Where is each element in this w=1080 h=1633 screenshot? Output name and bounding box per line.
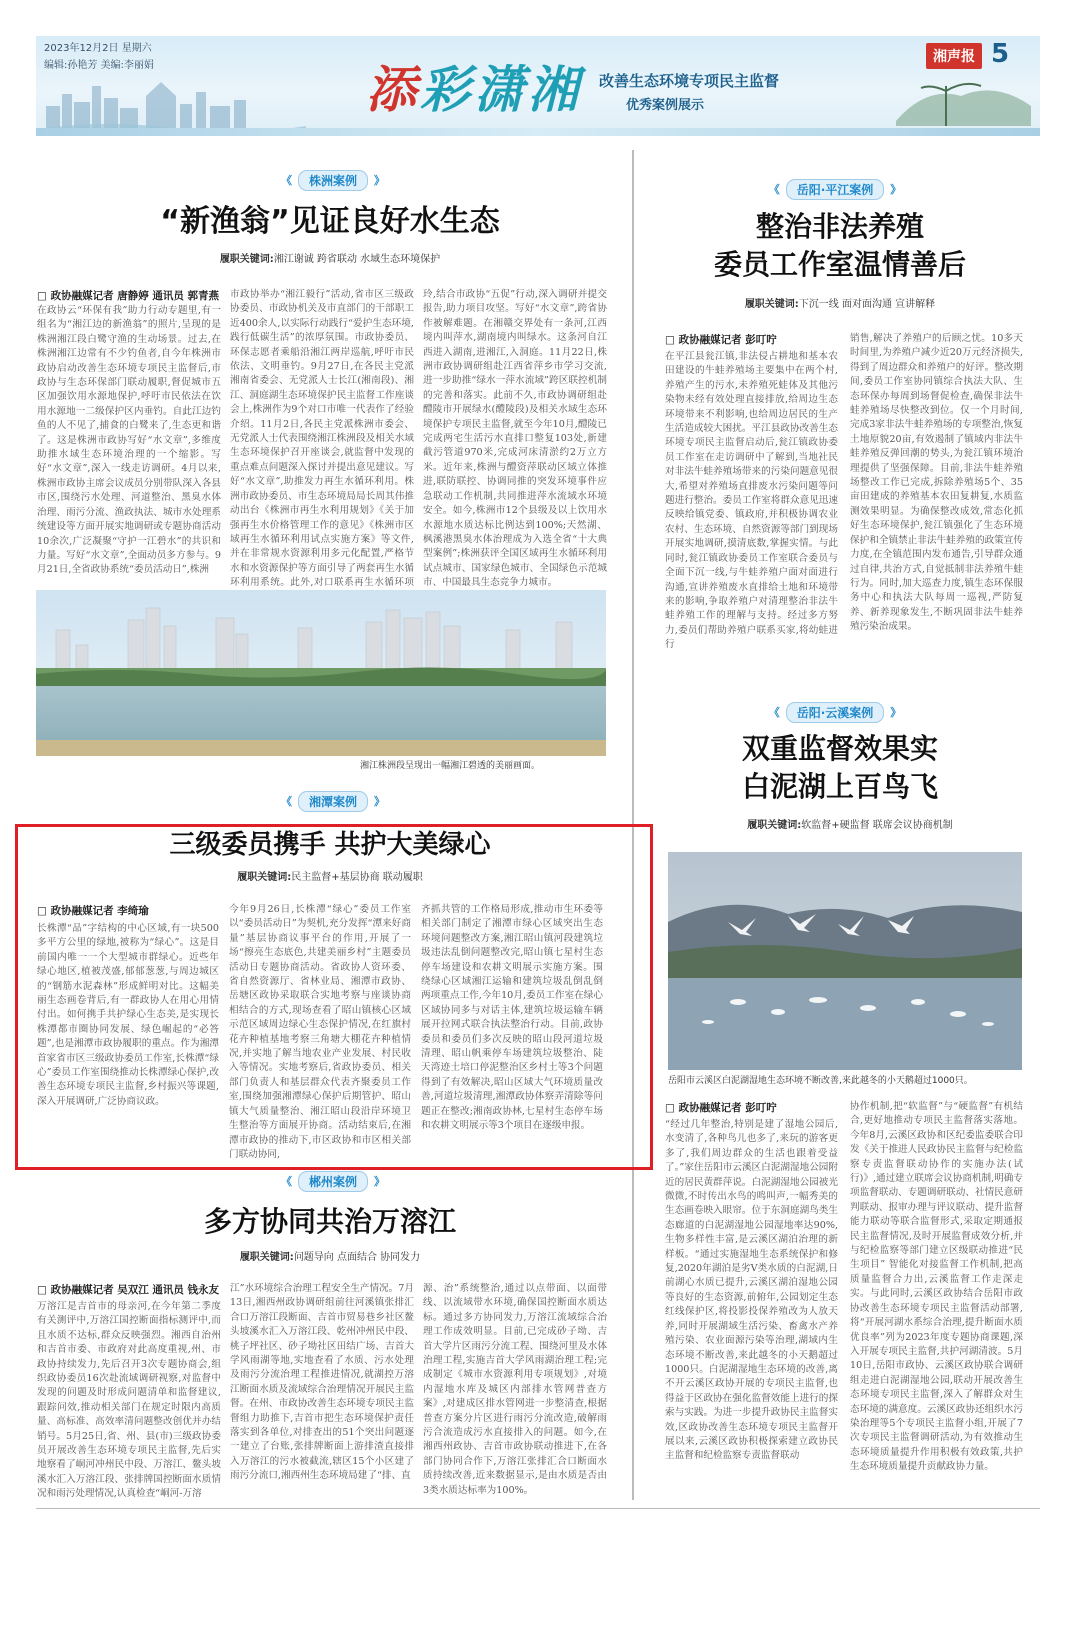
chevron-right-icon: 》 xyxy=(890,706,902,719)
column-title xyxy=(366,50,582,122)
byline-yunxi: □ 政协融媒记者 彭叮咛 xyxy=(665,1102,777,1114)
headline-line-2: 白泥湖上百鸟飞 xyxy=(741,770,938,803)
pine-tree-graphic xyxy=(886,66,1036,126)
case-tag-label: 岳阳·云溪案例 xyxy=(786,702,885,723)
keywords-zhuzhou xyxy=(180,250,480,265)
headline-line-1: 整治非法养殖 xyxy=(755,210,924,243)
article-body-col3: 源、治”系统整治,通过以点带面、以面带线、以流域带水环境,确保国控断面水质达标。通过多方协同发力,万溶江流域综合治理工作成效明显。目前,已完成砂子坳、吉首大学片区雨污分流工程、围绕河里及水体治理工程,实施吉首大学风雨湖治理工程;完成制定《城市水资源利用专项规划》,对境内湿地水库及城区内部排水管网普查方案》,对建成区排水管网进一步整清查,根据普查方案分片区进行雨污分流改造,破解雨污合流造成污水直接排入的问题。如今,在湘西州政协、吉首市政协联动推进下,在各部门协同合作下,万溶江张排汇合口断面水质持续改善,近来数据显示,是由水质是否由3类水质达标率为100%。 xyxy=(423,1283,607,1496)
photo-zhuzhou-riverside xyxy=(36,590,606,756)
newspaper-logo: 湘声报 xyxy=(926,43,982,69)
article-body-col2: 今年9月26日,长株潭“绿心”委员工作室以“委员活动日”为契机,充分发挥“潭来好商量”基层协商议事平台的作用,开展了一场“擦亮生态底色,共建美丽乡村”主题委员活动日专题协商活动。省政协人资环委、省自然资源厅、省林业局、湘潭市政协、岳塘区政协采取联合实地考察与座谈协商相结合的方式,现场查看了昭山镇核心区域示范区域周边绿心生态保护情况,在红旗村花卉种植基地考察三角塘大棚花卉种植情况,并实地了解当地农业产业发展、村民收入等情况。实地考察后,省政协委员、相关部门负责人和基层群众代表齐聚委员工作室,围绕加强湘潭绿心保护后期管护、昭山镇大气质量整治、湘江昭山段沿岸环境卫生整治等方面展开协商。活动结束后,在湘潭市政协的推动下,市区政协和市区相关部门联动协同, xyxy=(229,904,411,1160)
keywords-yunxi xyxy=(690,816,1010,831)
photo-caption-yunxi: 岳阳市云溪区白泥湖湿地生态环境不断改善,来此越冬的小天鹅超过1000只。 xyxy=(668,1076,973,1086)
article-body-col2: 市政协举办“湘江毅行”活动,省市区三级政协委员、市政协机关及市直部门的干部职工近400余人,以实际行动践行“爱护生态环境,践行低碳生活”的浓厚氛围。市政协委员、环保志愿者乘船沿湘江两岸巡航,呼吁市民依法、文明垂钓。9月27日,在各民主党派湘南省委会、无党派人士长江(湘南段)、湘江、洞庭湖生态环境保护民主监督工作座谈会上,株洲作为9个对口市唯一代表作了经验介绍。11月2日,各民主党派株洲市委会、无党派人士代表围绕湘江株洲段及相关水域生态环境保护召开座谈会,就监督中发现的重点难点问题深入探讨并提出意见建议。写好“水文章”,助推发力再生水循环利用。株洲市政协委员、市生态环境局局长周其伟推动出台《株洲市再生水利用规划》《关于加强再生水价格管理工作的意见》《株洲市区域再生水循环利用试点实施方案》等文件,并在非常规水资源利用多元化配置,严格节水和水资源保护等方面引导了两套再生水循环利用系统。此外,对口联系再生水循环项 xyxy=(230,289,414,589)
keywords-label: 履职关键词: xyxy=(747,820,802,831)
headline-xiangtan: 三级委员携手 共护大美绿心 xyxy=(169,830,491,860)
case-tag-yunxi xyxy=(760,703,910,721)
keywords-text: 湘江谢诚 跨省联动 水域生态环境保护 xyxy=(273,254,441,265)
article-body-col1: 在政协云“环保有我”助力行动专题里,有一组名为“湘江边的新渔翁”的照片,呈现的是株洲湘江段白鹭守渔的生动场景。过去,在株洲湘江边常有不少钓鱼者,自今年株洲市政协启动改善生态环境专项民主监督后,市政协与生态环保部门联动履职,督促城市五区加强饮用水源地保护,呼吁市民依法在饮用水源地一二级保护区内垂钓。自此江边钓鱼的人不见了,捕食的白鹭来了,生态更和谐了。这是株洲市政协写好“水文章”,多维度助推水域生态环境治理的一个缩影。写好“水文章”,深入一线走访调研。4月以来,株洲市政协主席会议成员分别带队深入各县市区,围绕污水处理、河道整治、黑臭水体治理、雨污分流、渔政执法、城市水处理系统建设等方面开展实地调研或专题协商活动10余次,广泛凝聚“守护一江碧水”的共识和力量。写好“水文章”,全面动员多方参与。9月21日,全省政协系统“委员活动日”,株洲 xyxy=(37,305,221,576)
case-tag-label: 岳阳·平江案例 xyxy=(786,179,885,200)
article-body-col1: 万溶江是吉首市的母亲河,在今年第二季度有关测评中,万溶江国控断面指标测评中,而且水质不达标,群众反映强烈。湘西自治州和吉首市委、市政府对此高度重视,州、市政协持续发力,先后召开3次专题协商会,组织政协委员16次赴流域调研视察,对监督中发现的问题及时形成问题清单和监督建议,跟踪问效,推动相关部门在规定时限内高质量、高标准、高效率清问题整改创优并办结销号。5月25日,省、州、县(市)三级政协委员开展改善生态环境专项民主监督,先后实地察看了峒河冲州民中段、万溶江、鳌头坡溪水汇入万溶江段、张排牌国控断面水质情况和雨污处理情况,认真检查“峒河-万溶 xyxy=(37,1301,221,1500)
article-body-col3: 玲,结合市政协“五促”行动,深入调研并提交报告,助力项目攻坚。写好“水文章”,跨省协作被解难题。在湘赣交界处有一条河,江西境内叫萍水,湖南境内叫绿水。这条河自江西进入湖南,进湘江,入洞庭。11月22日,株洲市政协调研组赴江西省萍乡市学习交流,进一步助推“绿水一萍水流域”跨区联控机制的完善和落实。此前不久,市政协调研组赴醴陵市开展绿水(醴陵段)及相关水域生态环境保护专项民主监督,就至今年10月,醴陵已完成两宅生活污水直排口整复103处,新建截污管道970米,完成河床清淤约2万立方米。近年来,株洲与醴资萍联动区域立体推进,联防联控、协调同推的突发环境事件应急联动工作机制,共同推进萍水流域水环境安全。如今,株洲市12个县级及以上饮用水水源地水质达标比例达到100%;天然湖、枫溪港黑臭水体治理成为入选全省“十大典型案例”;株洲获评全国区域再生水循环利用试点城市、国家绿色城市、全国绿色示范城市、中国最具生态竞争力城市。 xyxy=(423,289,607,589)
chevron-left-icon: 《 xyxy=(280,1175,292,1188)
article-body-col1: 长株潭“品”字结构的中心区域,有一块500多平方公里的绿地,被称为“绿心”。这是目前国内唯一一个大型城市群绿心。近些年绿心地区,植被茂盛,郁郁葱葱,与周边城区的“钢筋水泥森林”形成鲜明对比。这幅美丽生态画卷背后,有一群政协人在用心用情付出。如何携手共护绿心生态美,是实现长株潭都市圈协同发展、绿色崛起的“必答题”,也是湘潭市政协履职的重点。作为湘潭首家省市区三级政协委员工作室,长株潭“绿心”委员工作室围绕推动长株潭绿心保护,改善生态环境专项民主监督,乡村振兴等课题,深入开展调研,广泛协商议政。 xyxy=(37,923,219,1107)
article-body-col1: 在平江县瓮江镇,非法侵占耕地和基本农田建设的牛蛙养殖场主要集中在两个村,养殖产生的污水,未养殖死蛙体及其他污染物未经有效处理直接排放,给周边生态环境带来不利影响,也给周边居民的生产生活造成较大困扰。平江县政协改善生态环境专项民主监督启动后,瓮江镇政协委员工作室在走访调研中了解到,当地社民对非法牛蛙养殖场带来的污染问题意见很大,希望对养殖场直排废水污染问题等问题进行整治。委员工作室将群众意见迅速反映给镇党委、镇政府,并积极协调农业农村、生态环境、自然资源等部门到现场开展实地调研,摸清底数,掌握实情。与此同时,瓮江镇政协委员工作室联合委员与全面下沉一线,与牛蛙养殖户面对面进行沟通,宣讲养殖废水直排给土地和环境带来的影响,争取养殖户对清理整治非法牛蛙养殖工作的理解与支持。经过多方努力,委员们帮助养殖户联系买家,将幼蛙进行 xyxy=(665,351,838,651)
chevron-left-icon: 《 xyxy=(768,706,780,719)
keywords-label: 履职关键词: xyxy=(239,1252,294,1263)
chevron-right-icon: 》 xyxy=(374,174,385,187)
keywords-text: 民主监督+基层协商 联动履职 xyxy=(291,872,423,883)
keywords-text: 问题导向 点面结合 协同发力 xyxy=(293,1252,421,1263)
chevron-left-icon: 《 xyxy=(280,174,292,187)
case-tag-label: 湘潭案例 xyxy=(298,791,368,812)
headline-zhuzhou: “新渔翁”见证良好水生态 xyxy=(160,204,500,239)
photo-yunxi-swans-lake xyxy=(668,852,1022,1070)
article-body-col3: 齐抓共管的工作格局形成,推动市生环委等相关部门制定了湘潭市绿心区域突出生态环境问题整改方案,湘江昭山镇河段建筑垃圾违法乱倒问题整改完,昭山镇七星村生态停车场建设和农耕文明展示实施方案。围绕绿心区域湘江运输和建筑垃圾乱倒乱倒两项重点工作,今年10月,委员工作室在绿心区域协同多与对话主体,建筑垃圾运输车辆展开拉网式联合执法整治行动。目前,政协委员和委员们多次反映的昭山段河道垃圾清理、昭山帆乘停车场建筑垃圾整治、陡天湾迹土培口停泥整治区乡村土等3个问题得到了有效解决,昭山区域大气环境质量改善,河道垃圾清理,湘潭政协体察弄清除等问题正在整改;湘南政协林,七星村生态停车场和农耕文明展示等3个项目在逐级申报。 xyxy=(421,904,603,1132)
headline-chenzhou: 多方协同共治万溶江 xyxy=(203,1205,456,1238)
headline-line-1: 双重监督效果实 xyxy=(741,732,938,765)
editors-line: 编辑:孙艳芳 美编:李丽娟 xyxy=(44,60,154,71)
case-tag-pingjiang xyxy=(760,180,910,198)
headline-yunxi xyxy=(650,730,1030,806)
keywords-text: 下沉一线 面对面沟通 宣讲解释 xyxy=(798,299,936,310)
byline-pingjiang: □ 政协融媒记者 彭叮咛 xyxy=(665,334,777,346)
column-title-rest: 彩潇湘 xyxy=(420,60,582,119)
byline-xiangtan: □ 政协融媒记者 李绮瑜 xyxy=(37,905,149,917)
case-tag-xiangtan xyxy=(268,792,398,810)
chevron-left-icon: 《 xyxy=(280,795,292,808)
case-tag-label: 株洲案例 xyxy=(298,170,368,191)
article-body-col2: 协作机制,把“软监督”与“硬监督”有机结合,更好地推动专项民主监督落实落地。今年8月,云溪区政协和区纪委监委联合印发《关于推进人民政协民主监督与纪检监察专责监督联动协作的实施办法(试行)》,通过建立联席会议协商机制,明确专项监督联动、专题调研联动、社情民意研判联动、报审办理与评议联动、提升监督能力联动等联合监督形式,采取定期通报民主监督情况,及时开展监督成效分析,并与纪检监察等部门建立区级联动推进“民生项目” 智能化对接监督工作机制,把高质量监督合力出,云溪监督工作走深走实。与此同时,云溪区政协结合岳阳市政协改善生态环境专项民主监督活动部署,将“开展河湖水系综合治理,提升断面水质优良率”列为2023年度专题协商课题,深入开展专项民主监督,共护河湖清波。5月10日,岳阳市政协、云溪区政协联合调研组走进白泥湖湿地公园,联动开展改善生态环境专项民主监督,深入了解群众对生态环境的满意度。云溪区政协还组织水污染治理等5个专项民主监督小组,开展了7次专项民主监督调研活动,为有效推动生态环境质量提升作用积极有效政策,共护生态环境质量提升贡献政协力量。 xyxy=(850,1101,1023,1473)
keywords-pingjiang xyxy=(690,295,990,310)
chevron-right-icon: 》 xyxy=(374,1175,385,1188)
keywords-label: 履职关键词: xyxy=(237,872,292,883)
city-skyline-graphic xyxy=(46,76,306,134)
header-bottom-band xyxy=(36,128,1040,136)
chevron-left-icon: 《 xyxy=(768,183,780,196)
case-tag-label: 郴州案例 xyxy=(298,1171,368,1192)
column-subtitle-2: 优秀案例展示 xyxy=(626,98,705,113)
keywords-label: 履职关键词: xyxy=(744,299,799,310)
bottom-rule xyxy=(36,1508,1040,1509)
page-number: 5 xyxy=(991,39,1010,69)
keywords-xiangtan xyxy=(180,868,480,883)
headline-pingjiang xyxy=(650,208,1030,284)
column-subtitle: 改善生态环境专项民主监督 xyxy=(599,72,780,90)
case-tag-zhuzhou xyxy=(268,171,398,189)
chevron-right-icon: 》 xyxy=(374,795,385,808)
photo-caption-zhuzhou: 湘江株洲段呈现出一幅湘江碧透的美丽画面。 xyxy=(360,761,541,771)
column-title-first-char: 添 xyxy=(366,60,420,119)
keywords-chenzhou xyxy=(180,1248,480,1263)
keywords-text: 软监督+硬监督 联席会议协商机制 xyxy=(801,820,953,831)
article-body-col2: 江”水环境综合治理工程安全生产情况。7月13日,湘西州政协调研组前往河溪镇张排汇合口万溶江段断面、吉首市贸易巷乡社区鳌头坡溪水汇入万溶江段、乾州冲州民中段、桃子坪社区、砂子坳社区田结广场、吉首大学风雨湖等地,实地查看了水质、污水处理及雨污分流治理工程推进情况,就湖控万溶江断面水质及流域综合治理情况开展民主监督。在州、市政协改善生态环境专项民主监督组力助推下,吉首市把生态环境保护责任落实到各单位,对排查出的51个突出问题逐一建立了台账,张排牌断面上游排渣直接排入万溶江的污水被截流,辖区15个小区建了雨污分流口,湘西州生态环境局建了“排、直 xyxy=(230,1283,414,1482)
byline-zhuzhou: □ 政协融媒记者 唐静婷 通讯员 郭青燕 xyxy=(37,290,220,302)
headline-line-2: 委员工作室温情善后 xyxy=(713,248,966,281)
page-header xyxy=(36,36,1040,136)
issue-date: 2023年12月2日 星期六 xyxy=(44,43,152,54)
article-body-col1: “经过几年整治,特别是建了湿地公园后,水变清了,各种鸟儿也多了,来玩的游客更多了,我们周边群众的生活也跟着受益了。”家住岳阳市云溪区白泥湖湿地公园附近的居民黄群萍说。白泥湖湿地公园被光微微,不时传出水鸟的鸣叫声,一幅秀美的生态画卷映入眼帘。位于东洞庭湖鸟类生态廊道的白泥湖湿地公园湿地率达90%,生物多样性丰富,是云溪区湖泊治理的新样板。“通过实施湿地生态系统保护和修复,2020年湖泊是劣Ⅴ类水质的白泥湖,日前湖心水质已提升,云溪区湖泊湿地公园等良好的生态资源,前俯年,公园划定生态红线保护区,将投影投保养殖改为人放天养,同时开展湖域生活污染、畜禽水产养殖污染、农业面源污染等治理,湖域内生态环境不断改善,来此越冬的小天鹅超过1000只。白泥湖湿地生态环境的改善,离不开云溪区政协开展的专项民主监督,也得益于区政协在强化监督效能上进行的探索与实践。为进一步提升政协民主监督实效,区政协改善生态环境专项民主监督开展以来,云溪区政协积极探索建立政协民主监督和纪检监察专责监督联动 xyxy=(665,1119,838,1462)
case-tag-chenzhou xyxy=(268,1172,398,1190)
article-body-col2: 销售,解决了养殖户的后顾之忧。10多天时间里,为养殖户减少近20万元经济损失,得到了周边群众和养殖户的好评。整改期间,委员工作室协同镇综合执法大队、生态环保办每周到场督促检查,确保非法牛蛙养殖场尽快整改到位。仅一个月时间,完成3家非法牛蛙养殖场的专项整治,恢复土地原貌20亩,有效遏制了镇域内非法牛蛙养殖反弹回潮的势头,为瓮江镇环境治理提供了坚强保障。目前,非法牛蛙养殖场整改工作已完成,拆除养殖场5个、35亩田建成的养殖基本农田复耕复,水质监测效果明显。为确保整改成效,常态化抓好生态环境保护,瓮江镇强化了生态环境保护和全镇禁止非法牛蛙养殖的政策宣传力度,在全镇范围内发布通告,引导群众通过自律,共治方式,自觉抵制非法养殖牛蛙行为。同时,加大巡查力度,镇生态环保服务中心和执法大队每周一巡视,严防复养、新养现象发生,不断巩固非法牛蛙养殖污染治成果。 xyxy=(850,333,1023,633)
chevron-right-icon: 》 xyxy=(890,183,902,196)
keywords-label: 履职关键词: xyxy=(219,254,274,265)
byline-chenzhou: □ 政协融媒记者 吴双江 通讯员 钱永友 xyxy=(37,1284,220,1296)
